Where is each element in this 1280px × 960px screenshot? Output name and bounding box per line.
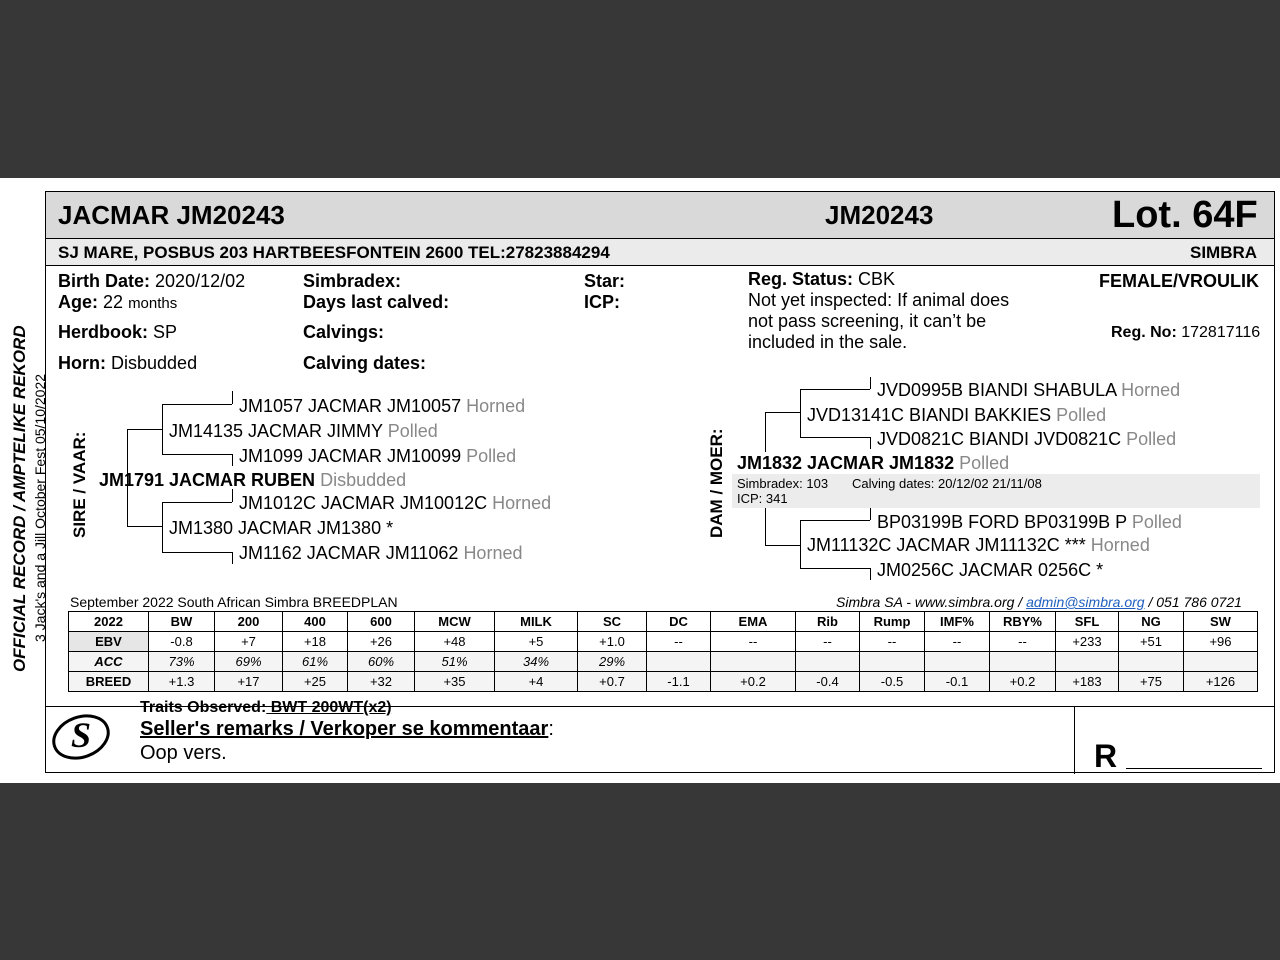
sire-line bbox=[127, 526, 162, 527]
table-cell: -- bbox=[925, 632, 990, 652]
table-cell: +1.3 bbox=[149, 672, 215, 692]
dam-sire-dam: JVD0821C BIANDI JVD0821C Polled bbox=[877, 429, 1177, 449]
table-cell bbox=[647, 652, 711, 672]
table-cell: +35 bbox=[415, 672, 495, 692]
animal-id: JM20243 bbox=[825, 200, 934, 230]
table-cell: 60% bbox=[348, 652, 415, 672]
dam-line bbox=[800, 520, 870, 521]
dam-dam-dam: JM0256C JACMAR 0256C * bbox=[877, 560, 1104, 580]
svg-text:S: S bbox=[70, 715, 92, 755]
table-cell: +183 bbox=[1056, 672, 1119, 692]
r-label: R bbox=[1094, 738, 1118, 774]
dam-main: JM1832 JACMAR JM1832 Polled bbox=[737, 453, 1010, 473]
event-text: 3 Jack's and a Jill October Fest 05/10/2022 bbox=[32, 373, 48, 642]
table-cell bbox=[796, 652, 860, 672]
remarks-value: Oop vers. bbox=[140, 742, 227, 764]
table-cell: BW bbox=[149, 612, 215, 632]
table-row-ebv bbox=[69, 632, 1258, 652]
dam-icp: ICP: 341 bbox=[737, 491, 788, 506]
table-cell bbox=[925, 652, 990, 672]
email-link[interactable]: admin@simbra.org bbox=[1026, 594, 1145, 610]
table-cell: +0.2 bbox=[711, 672, 796, 692]
table-cell: SW bbox=[1184, 612, 1258, 632]
birth-date: Birth Date: 2020/12/02 bbox=[58, 271, 246, 291]
animal-name: JACMAR JM20243 bbox=[58, 200, 285, 230]
table-cell: +25 bbox=[283, 672, 348, 692]
simbra-logo-icon bbox=[50, 707, 112, 768]
table-cell bbox=[711, 652, 796, 672]
table-cell: +126 bbox=[1184, 672, 1258, 692]
sire-sire-sire: JM1057 JACMAR JM10057 Horned bbox=[239, 396, 526, 416]
star-label: Star: bbox=[584, 271, 626, 291]
days-last-calved-label: Days last calved: bbox=[303, 292, 450, 312]
breedplan-title: September 2022 South African Simbra BREEDPLAN bbox=[70, 594, 398, 610]
table-cell: EBV bbox=[69, 632, 149, 652]
official-record-text: OFFICIAL RECORD / AMPTELIKE REKORD bbox=[10, 325, 29, 672]
table-cell: 69% bbox=[215, 652, 283, 672]
sire-line bbox=[232, 552, 233, 564]
table-cell: +17 bbox=[215, 672, 283, 692]
table-cell: -- bbox=[860, 632, 925, 652]
dam-sire: JVD13141C BIANDI BAKKIES Polled bbox=[807, 405, 1107, 425]
table-cell: 2022 bbox=[69, 612, 149, 632]
table-cell: -0.1 bbox=[925, 672, 990, 692]
dam-dam-sire: BP03199B FORD BP03199B P Polled bbox=[877, 512, 1182, 532]
table-cell: ACC bbox=[69, 652, 149, 672]
table-cell: +75 bbox=[1119, 672, 1184, 692]
simbradex-label: Simbradex: bbox=[303, 271, 402, 291]
table-cell: +0.7 bbox=[578, 672, 647, 692]
table-cell: -- bbox=[711, 632, 796, 652]
dam-line bbox=[800, 389, 801, 437]
dam-sire-sire: JVD0995B BIANDI SHABULA Horned bbox=[877, 380, 1181, 400]
dam-line bbox=[800, 437, 870, 438]
sire-line bbox=[162, 404, 232, 405]
table-cell: -- bbox=[990, 632, 1056, 652]
dam-line bbox=[765, 508, 766, 545]
table-cell: RBY% bbox=[990, 612, 1056, 632]
table-cell bbox=[860, 652, 925, 672]
reg-status: Reg. Status: CBK bbox=[748, 269, 896, 289]
table-cell: +0.2 bbox=[990, 672, 1056, 692]
table-row-breed bbox=[69, 672, 1258, 692]
footer-divider-right bbox=[1075, 706, 1275, 707]
inspect-note-2: not pass screening, it can’t be bbox=[748, 311, 987, 331]
dam-label: DAM / MOER: bbox=[707, 428, 726, 538]
sire-line bbox=[162, 454, 232, 455]
table-cell bbox=[1056, 652, 1119, 672]
table-cell: 34% bbox=[495, 652, 578, 672]
table-cell: +51 bbox=[1119, 632, 1184, 652]
breed-label: SIMBRA bbox=[1190, 243, 1258, 262]
dam-line bbox=[765, 545, 800, 546]
sire-dam-sire: JM1012C JACMAR JM10012C Horned bbox=[239, 493, 552, 513]
table-cell: +96 bbox=[1184, 632, 1258, 652]
r-signature-line[interactable] bbox=[1126, 768, 1262, 769]
table-cell: 600 bbox=[348, 612, 415, 632]
sire-sire-dam: JM1099 JACMAR JM10099 Polled bbox=[239, 446, 517, 466]
table-cell: -0.5 bbox=[860, 672, 925, 692]
remarks-label: Seller's remarks / Verkoper se kommentaar: bbox=[140, 718, 554, 740]
table-cell: EMA bbox=[711, 612, 796, 632]
calvings-label: Calvings: bbox=[303, 322, 385, 342]
table-cell bbox=[1184, 652, 1258, 672]
table-cell: MCW bbox=[415, 612, 495, 632]
table-row-acc bbox=[69, 652, 1258, 672]
table-cell: +26 bbox=[348, 632, 415, 652]
sire-label: SIRE / VAAR: bbox=[70, 431, 89, 538]
inspect-note-1: Not yet inspected: If animal does bbox=[748, 290, 1010, 310]
table-cell: 51% bbox=[415, 652, 495, 672]
table-cell: 29% bbox=[578, 652, 647, 672]
herdbook: Herdbook: SP bbox=[58, 322, 178, 342]
inspect-note-3: included in the sale. bbox=[748, 332, 908, 352]
sire-dam-dam: JM1162 JACMAR JM11062 Horned bbox=[239, 543, 523, 563]
table-cell: MILK bbox=[495, 612, 578, 632]
table-cell: BREED bbox=[69, 672, 149, 692]
age: Age: 22 months bbox=[58, 292, 178, 312]
dam-line bbox=[800, 568, 870, 569]
dam-line bbox=[870, 437, 871, 449]
sire-line bbox=[162, 502, 232, 503]
sire-main: JM1791 JACMAR RUBEN Disbudded bbox=[99, 470, 407, 490]
table-cell: DC bbox=[647, 612, 711, 632]
sire-line bbox=[162, 502, 163, 552]
table-cell: 400 bbox=[283, 612, 348, 632]
dam-simbradex: Simbradex: 103 bbox=[737, 476, 829, 491]
table-cell: +32 bbox=[348, 672, 415, 692]
traits-observed: Traits Observed: BWT 200WT(x2) bbox=[140, 699, 392, 716]
table-cell: +5 bbox=[495, 632, 578, 652]
dam-line bbox=[800, 389, 870, 390]
breedplan-contact: Simbra SA - www.simbra.org / admin@simbra.org / 051 786 0721 bbox=[836, 594, 1242, 610]
sex-label: FEMALE/VROULIK bbox=[1099, 271, 1259, 291]
reg-no: Reg. No: 172817116 bbox=[1111, 324, 1261, 341]
table-cell: 61% bbox=[283, 652, 348, 672]
table-cell: 200 bbox=[215, 612, 283, 632]
dam-dam: JM11132C JACMAR JM11132C *** Horned bbox=[807, 535, 1150, 555]
table-cell: +7 bbox=[215, 632, 283, 652]
dam-line bbox=[870, 568, 871, 580]
horn: Horn: Disbudded bbox=[58, 353, 198, 373]
calving-dates-label: Calving dates: bbox=[303, 353, 427, 373]
owner-line: SJ MARE, POSBUS 203 HARTBEESFONTEIN 2600 TEL:27823884294 bbox=[58, 243, 610, 262]
sire-line bbox=[162, 404, 163, 454]
table-cell: -1.1 bbox=[647, 672, 711, 692]
table-cell: NG bbox=[1119, 612, 1184, 632]
table-cell bbox=[1119, 652, 1184, 672]
dam-line bbox=[870, 508, 871, 520]
sire-line bbox=[232, 391, 233, 404]
lot-number: Lot. 64F bbox=[1112, 194, 1258, 236]
sire-line bbox=[127, 429, 162, 430]
dam-line bbox=[765, 412, 800, 413]
table-cell: +4 bbox=[495, 672, 578, 692]
table-cell: IMF% bbox=[925, 612, 990, 632]
dam-line bbox=[800, 520, 801, 568]
table-header-row bbox=[69, 612, 1258, 632]
sire-sire: JM14135 JACMAR JIMMY Polled bbox=[169, 421, 438, 441]
table-cell: SFL bbox=[1056, 612, 1119, 632]
dam-line bbox=[870, 377, 871, 389]
icp-label: ICP: bbox=[584, 292, 620, 312]
table-cell: +48 bbox=[415, 632, 495, 652]
footer-divider-vertical bbox=[1074, 706, 1075, 774]
table-cell: +1.0 bbox=[578, 632, 647, 652]
table-cell: Rump bbox=[860, 612, 925, 632]
table-cell: -- bbox=[796, 632, 860, 652]
table-cell: SC bbox=[578, 612, 647, 632]
table-cell: Rib bbox=[796, 612, 860, 632]
table-cell: 73% bbox=[149, 652, 215, 672]
breedplan-table bbox=[68, 611, 1258, 692]
table-cell: +233 bbox=[1056, 632, 1119, 652]
sire-line bbox=[162, 552, 232, 553]
table-cell: +18 bbox=[283, 632, 348, 652]
table-cell: -0.4 bbox=[796, 672, 860, 692]
table-cell bbox=[990, 652, 1056, 672]
dam-bracket bbox=[765, 412, 766, 452]
table-cell: -0.8 bbox=[149, 632, 215, 652]
table-cell: -- bbox=[647, 632, 711, 652]
sire-dam: JM1380 JACMAR JM1380 * bbox=[169, 518, 394, 538]
sire-line bbox=[232, 454, 233, 466]
dam-calving-dates: Calving dates: 20/12/02 21/11/08 bbox=[852, 476, 1042, 491]
